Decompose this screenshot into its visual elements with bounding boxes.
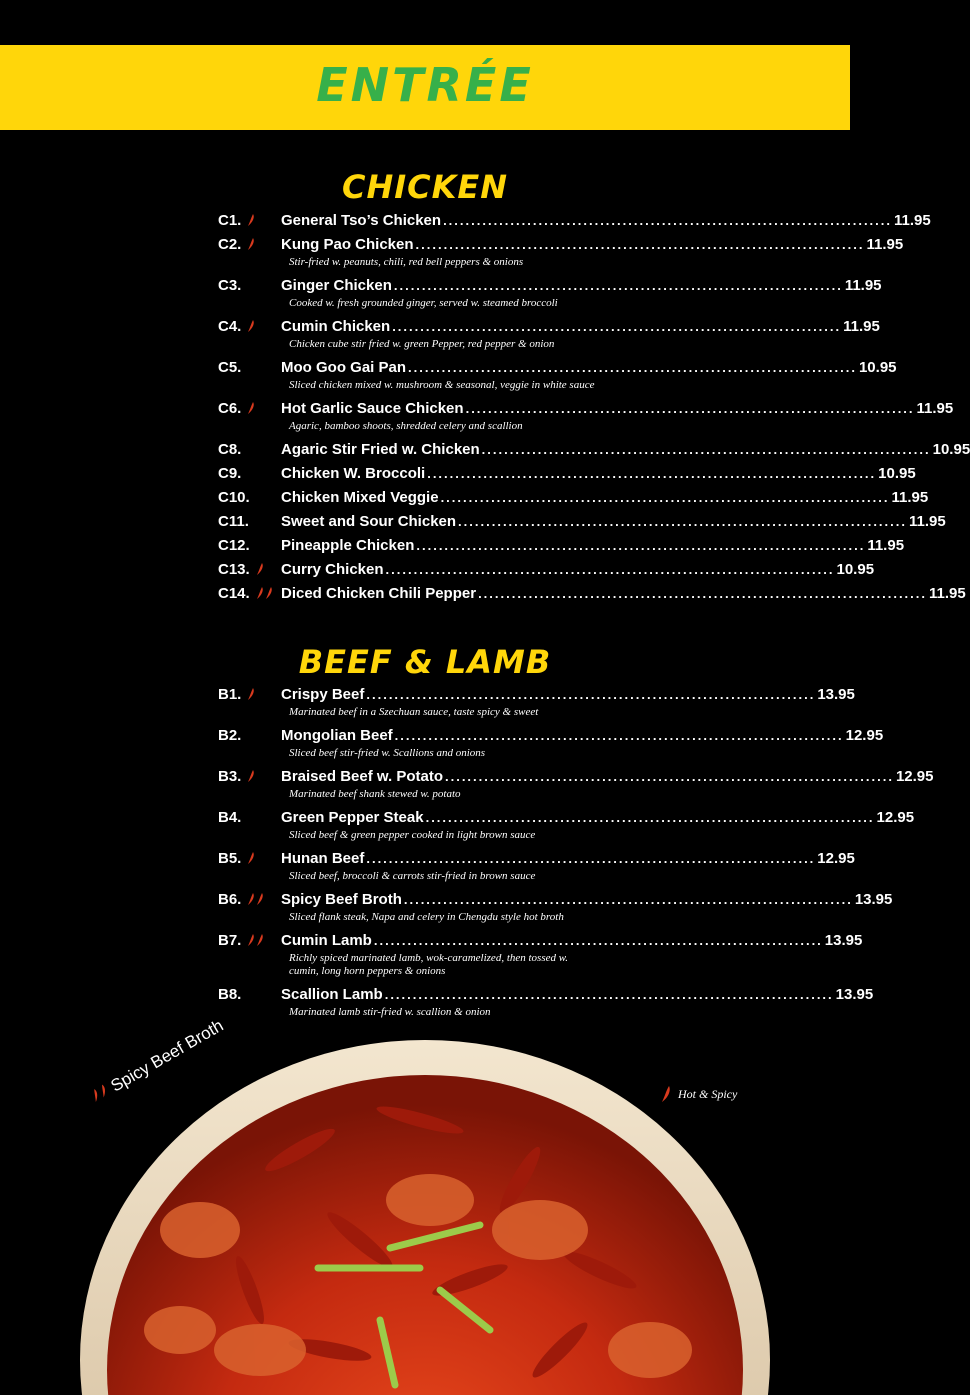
item-price: 11.95 — [909, 513, 946, 530]
dot-leader: ................................................................................ — [458, 514, 907, 529]
item-description: Sliced flank steak, Napa and celery in Chengdu style hot broth — [289, 911, 564, 923]
item-price: 10.95 — [858, 359, 897, 376]
item-code: C13. — [218, 561, 250, 578]
item-name: Green Pepper Steak — [281, 809, 424, 826]
item-name: Agaric Stir Fried w. Chicken — [281, 441, 480, 458]
spicy-indicator — [256, 562, 265, 576]
item-name: Moo Goo Gai Pan — [281, 359, 407, 376]
item-code: B8. — [218, 986, 242, 1003]
item-name: Mongolian Beef — [281, 727, 393, 744]
item-code: B7. — [218, 932, 242, 949]
menu-item — [218, 809, 915, 842]
item-description: Agaric, bamboo shoots, shredded celery and scallion — [289, 420, 523, 432]
item-code: C11. — [218, 513, 249, 530]
menu-item — [218, 932, 863, 978]
dot-leader: ................................................................................ — [415, 237, 865, 252]
item-price: 11.95 — [843, 318, 880, 335]
menu-item — [218, 561, 875, 581]
item-code: C6. — [218, 400, 242, 417]
dot-leader: ................................................................................ — [384, 987, 834, 1002]
item-code: B6. — [218, 891, 242, 908]
item-code: C1. — [218, 212, 242, 229]
item-name: Sweet and Sour Chicken — [281, 513, 457, 530]
chili-pepper-icon — [256, 562, 264, 576]
page-title: ENTRÉE — [316, 58, 534, 112]
item-price: 12.95 — [895, 768, 934, 785]
item-description: Richly spiced marinated lamb, wok-caramelized, then tossed w. cumin, long horn peppers & onions — [289, 952, 569, 977]
item-name: Kung Pao Chicken — [281, 236, 414, 253]
menu-item — [218, 441, 970, 461]
dot-leader: ................................................................................ — [443, 213, 893, 228]
chili-pepper-icon — [256, 892, 264, 906]
item-name: Braised Beef w. Potato — [281, 768, 443, 785]
item-price: 10.95 — [836, 561, 875, 578]
item-code: B1. — [218, 686, 242, 703]
item-code: C3. — [218, 277, 242, 294]
dot-leader: ................................................................................ — [392, 319, 842, 334]
item-price: 10.95 — [932, 441, 970, 458]
spicy-indicator — [247, 769, 256, 783]
item-description: Chicken cube stir fried w. green Pepper, red pepper & onion — [289, 338, 555, 350]
dot-leader: ................................................................................ — [444, 769, 894, 784]
dot-leader: ................................................................................ — [393, 278, 843, 293]
item-description: Sliced beef, broccoli & carrots stir-fried in brown sauce — [289, 870, 536, 882]
item-code: C4. — [218, 318, 242, 335]
chili-pepper-icon — [265, 586, 273, 600]
menu-item — [218, 489, 929, 509]
dot-leader: ................................................................................ — [394, 728, 844, 743]
chili-pepper-icon — [247, 851, 255, 865]
item-code: C2. — [218, 236, 242, 253]
dot-leader: ................................................................................ — [373, 933, 823, 948]
item-code: C12. — [218, 537, 250, 554]
section-title-beef-lamb: BEEF & LAMB — [298, 643, 552, 681]
item-name: General Tso’s Chicken — [281, 212, 442, 229]
spicy-indicator — [247, 319, 256, 333]
item-name: Ginger Chicken — [281, 277, 392, 294]
item-description: Sliced chicken mixed w. mushroom & seasonal, veggie in white sauce — [289, 379, 595, 391]
chili-pepper-icon — [247, 769, 255, 783]
menu-item — [218, 236, 904, 269]
item-code: C14. — [218, 585, 250, 602]
spicy-indicator — [247, 237, 256, 251]
chili-pepper-icon — [660, 1085, 672, 1103]
item-name: Scallion Lamb — [281, 986, 383, 1003]
item-name: Hot Garlic Sauce Chicken — [281, 400, 464, 417]
chili-pepper-icon — [247, 892, 255, 906]
menu-item — [218, 318, 880, 351]
spicy-indicator — [247, 933, 265, 947]
item-price: 11.95 — [844, 277, 882, 294]
menu-item — [218, 400, 954, 433]
chili-pepper-icon — [247, 401, 255, 415]
dot-leader: ................................................................................ — [465, 401, 915, 416]
dot-leader: ................................................................................ — [440, 490, 890, 505]
dot-leader: ................................................................................ — [427, 466, 877, 481]
item-price: 13.95 — [835, 986, 874, 1003]
item-name: Chicken Mixed Veggie — [281, 489, 439, 506]
menu-item — [218, 686, 855, 719]
item-price: 12.95 — [845, 727, 884, 744]
item-price: 12.95 — [876, 809, 915, 826]
chili-pepper-icon — [247, 319, 255, 333]
spicy-indicator — [256, 586, 274, 600]
item-name: Cumin Chicken — [281, 318, 391, 335]
legend-text: Hot & Spicy — [678, 1086, 738, 1101]
item-description: Marinated beef in a Szechuan sauce, taste spicy & sweet — [289, 706, 539, 718]
dot-leader: ................................................................................ — [408, 360, 857, 375]
item-description: Cooked w. fresh grounded ginger, served w. steamed broccoli — [289, 297, 558, 309]
item-code: B5. — [218, 850, 242, 867]
item-price: 13.95 — [854, 891, 893, 908]
chili-pepper-icon — [256, 586, 264, 600]
menu-item — [218, 850, 855, 883]
item-price: 10.95 — [878, 465, 916, 482]
menu-item — [218, 891, 893, 924]
item-code: C5. — [218, 359, 242, 376]
item-price: 11.95 — [916, 400, 954, 417]
item-name: Crispy Beef — [281, 686, 365, 703]
item-name: Diced Chicken Chili Pepper — [281, 585, 477, 602]
item-price: 13.95 — [824, 932, 863, 949]
spicy-indicator — [247, 851, 256, 865]
item-description: Marinated lamb stir-fried w. scallion & onion — [289, 1006, 491, 1018]
item-code: B4. — [218, 809, 242, 826]
menu-item — [218, 768, 934, 801]
item-name: Cumin Lamb — [281, 932, 372, 949]
item-price: 12.95 — [817, 850, 855, 867]
spicy-indicator — [247, 892, 265, 906]
menu-item — [218, 513, 946, 533]
menu-item — [218, 359, 897, 392]
item-name: Pineapple Chicken — [281, 537, 415, 554]
item-description: Stir-fried w. peanuts, chili, red bell peppers & onions — [289, 256, 524, 268]
dot-leader: ................................................................................ — [478, 586, 928, 601]
item-name: Chicken W. Broccoli — [281, 465, 426, 482]
menu-item — [218, 986, 874, 1019]
menu-item — [218, 277, 882, 310]
chili-pepper-icon — [247, 933, 255, 947]
spicy-indicator — [247, 401, 256, 415]
item-code: B3. — [218, 768, 242, 785]
photo-caption-text: Spicy Beef Broth — [107, 1015, 227, 1096]
chili-pepper-icon — [247, 213, 255, 227]
dot-leader: ................................................................................ — [481, 442, 931, 457]
chili-pepper-icon — [247, 687, 255, 701]
item-price: 11.95 — [894, 212, 931, 229]
item-name: Spicy Beef Broth — [281, 891, 402, 908]
dot-leader: ................................................................................ — [403, 892, 853, 907]
chili-pepper-icon — [256, 933, 264, 947]
dot-leader: ................................................................................ — [416, 538, 866, 553]
item-name: Curry Chicken — [281, 561, 384, 578]
item-price: 11.95 — [866, 236, 904, 253]
spicy-indicator — [247, 213, 256, 227]
menu-item — [218, 465, 916, 485]
menu-item — [218, 212, 931, 232]
item-code: C9. — [218, 465, 242, 482]
item-code: C8. — [218, 441, 242, 458]
dot-leader: ................................................................................ — [385, 562, 835, 577]
item-name: Hunan Beef — [281, 850, 365, 867]
item-code: B2. — [218, 727, 242, 744]
menu-item — [218, 537, 905, 557]
dot-leader: ................................................................................ — [425, 810, 875, 825]
spicy-indicator — [247, 687, 256, 701]
menu-item — [218, 585, 966, 605]
dot-leader: ................................................................................ — [366, 851, 816, 866]
item-price: 11.95 — [867, 537, 905, 554]
item-description: Sliced beef & green pepper cooked in light brown sauce — [289, 829, 536, 841]
dot-leader: ................................................................................ — [366, 687, 816, 702]
section-title-chicken: CHICKEN — [341, 168, 509, 206]
item-price: 11.95 — [891, 489, 929, 506]
chili-pepper-icon — [247, 237, 255, 251]
item-price: 13.95 — [817, 686, 855, 703]
menu-item — [218, 727, 884, 760]
item-price: 11.95 — [929, 585, 966, 602]
spicy-legend — [660, 1085, 737, 1103]
item-description: Sliced beef stir-fried w. Scallions and onions — [289, 747, 486, 759]
item-description: Marinated beef shank stewed w. potato — [289, 788, 461, 800]
item-code: C10. — [218, 489, 250, 506]
